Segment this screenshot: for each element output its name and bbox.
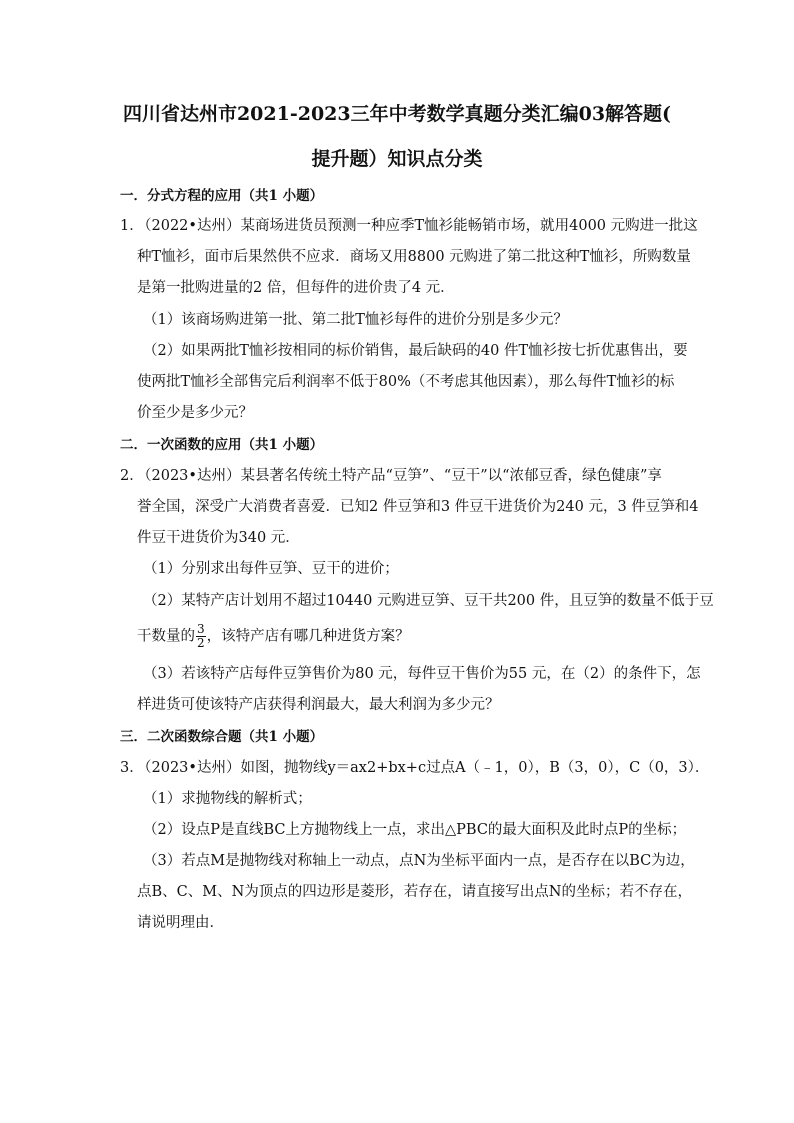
fraction-lead-text: 干数量的	[137, 628, 195, 645]
question-number: 1．	[120, 218, 144, 234]
question-2-part-3: （3）若该特产店每件豆笋售价为80 元，每件豆干售价为55 元，在（2）的条件下，怎	[143, 666, 701, 682]
question-2-line-2: 誉全国，深受广大消费者喜爱．已知2 件豆笋和3 件豆干进货价为240 元，3 件豆笋和4	[137, 499, 699, 515]
question-1-part-2-end: 价至少是多少元？	[137, 405, 253, 421]
question-text: （2023•达州）如图，抛物线y＝ax2+bx+c过点A（﹣1，0），B（3，0），C（0，3）．	[137, 760, 710, 776]
question-text: （2023•达州）某县著名传统土特产品“豆笋”、“豆干”以“浓郁豆香，绿色健康”享	[137, 468, 662, 484]
question-3-part-3: （3）若点M是抛物线对称轴上一动点，点N为坐标平面内一点，是否存在以BC为边，	[143, 853, 695, 869]
question-2-part-3-cont: 样进货可使该特产店获得利润最大，最大利润为多少元？	[137, 697, 500, 713]
question-2-part-1: （1）分别求出每件豆笋、豆干的进价；	[143, 561, 399, 577]
question-3-line-1	[120, 758, 709, 778]
question-3-part-3-end: 请说明理由．	[137, 915, 224, 931]
question-1-part-1: （1）该商场购进第一批、第二批T恤衫每件的进价分别是多少元？	[143, 312, 568, 328]
question-number: 3．	[120, 760, 144, 776]
question-3-part-1: （1）求抛物线的解析式；	[143, 791, 312, 807]
section-heading-1: 一．分式方程的应用（共1 小题）	[120, 188, 324, 204]
section-heading-3: 三．二次函数综合题（共1 小题）	[120, 729, 324, 745]
fraction-trail-text: ，该特产店有哪几种进货方案？	[206, 628, 410, 645]
fraction-numerator: 3	[197, 622, 205, 636]
question-1-part-2: （2）如果两批T恤衫按相同的标价销售，最后缺码的40 件T恤衫按七折优惠售出，要	[143, 343, 688, 359]
fraction-three-halves	[196, 623, 206, 650]
question-1-line-3: 是第一批购进量的2 倍，但每件的进价贵了4 元．	[137, 280, 455, 296]
question-2-line-3: 件豆干进货价为340 元．	[137, 530, 300, 546]
question-2-line-1	[120, 466, 662, 486]
question-2-part-2-cont	[137, 623, 410, 650]
fraction-denominator: 2	[197, 636, 205, 650]
question-1-line-1	[120, 216, 698, 236]
question-3-part-3-cont: 点B、C、M、N为顶点的四边形是菱形，若存在，请直接写出点N的坐标；若不存在，	[137, 884, 692, 900]
question-3-part-2: （2）设点P是直线BC上方抛物线上一点，求出△PBC的最大面积及此时点P的坐标；	[143, 822, 687, 838]
document-title-line-1: 四川省达州市2021-2023三年中考数学真题分类汇编03解答题(	[122, 103, 672, 125]
question-number: 2．	[120, 468, 144, 484]
question-2-part-2: （2）某特产店计划用不超过10440 元购进豆笋、豆干共200 件，且豆笋的数量不低于豆	[143, 593, 714, 609]
document-title-line-2: 提升题）知识点分类	[311, 148, 483, 170]
question-1-line-2: 种T恤衫，面市后果然供不应求．商场又用8800 元购进了第二批这种T恤衫，所购数量	[137, 249, 691, 265]
question-text: （2022•达州）某商场进货员预测一种应季T恤衫能畅销市场，就用4000 元购进一批这	[137, 218, 698, 234]
question-1-part-2-cont: 使两批T恤衫全部售完后利润率不低于80%（不考虑其他因素），那么每件T恤衫的标	[137, 374, 675, 390]
section-heading-2: 二．一次函数的应用（共1 小题）	[120, 437, 324, 453]
